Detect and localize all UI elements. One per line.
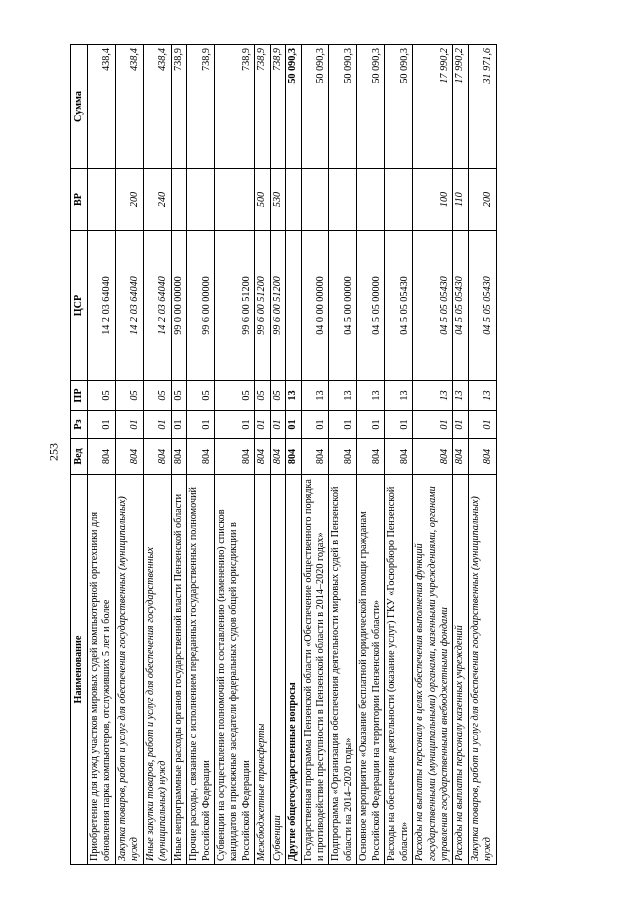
table-row <box>171 45 186 865</box>
cell-sum: 50 090,3 <box>301 45 329 169</box>
table-row <box>413 45 453 865</box>
cell-vr <box>385 169 413 231</box>
cell-rz: 01 <box>329 411 357 439</box>
cell-sum: 31 971,6 <box>468 45 496 169</box>
cell-csr: 14 2 03 64040 <box>143 231 171 381</box>
cell-sum: 438,4 <box>143 45 171 169</box>
cell-csr: 04 5 05 05430 <box>453 231 468 381</box>
cell-rz: 01 <box>115 411 143 439</box>
header-pr: ПР <box>71 381 88 411</box>
table-row <box>468 45 496 865</box>
table-row <box>301 45 329 865</box>
cell-vr <box>171 169 186 231</box>
cell-pr: 13 <box>286 381 301 411</box>
table-row <box>453 45 468 865</box>
table-row <box>115 45 143 865</box>
cell-ved: 804 <box>286 439 301 475</box>
cell-rz: 01 <box>270 411 285 439</box>
cell-name: Прочие расходы, связанные с исполнением переданных государственных полномочий Российской Федерации <box>187 475 215 865</box>
cell-ved: 804 <box>385 439 413 475</box>
cell-vr <box>301 169 329 231</box>
cell-ved: 804 <box>413 439 453 475</box>
cell-csr: 04 5 05 05430 <box>468 231 496 381</box>
cell-vr: 200 <box>115 169 143 231</box>
table-row <box>88 45 116 865</box>
cell-csr <box>286 231 301 381</box>
cell-rz: 01 <box>357 411 385 439</box>
header-name: Наименование <box>71 475 88 865</box>
cell-pr: 13 <box>385 381 413 411</box>
cell-pr: 05 <box>143 381 171 411</box>
cell-name: Иные непрограммные расходы органов государственной власти Пензенской области <box>171 475 186 865</box>
cell-csr: 99 6 00 51200 <box>270 231 285 381</box>
cell-csr: 14 2 03 64040 <box>115 231 143 381</box>
cell-pr: 05 <box>171 381 186 411</box>
cell-pr: 05 <box>270 381 285 411</box>
table-header-row <box>71 45 88 865</box>
cell-pr: 13 <box>468 381 496 411</box>
cell-name: Приобретение для нужд участков мировых судей компьютерной оргтехники для обновления парка компьютеров, отслуживших 5 лет и более <box>88 475 116 865</box>
table-row <box>187 45 215 865</box>
cell-ved: 804 <box>214 439 254 475</box>
cell-ved: 804 <box>329 439 357 475</box>
cell-name: Закупка товаров, работ и услуг для обеспечения государственных (муниципальных) нужд <box>115 475 143 865</box>
cell-pr: 05 <box>187 381 215 411</box>
cell-rz: 01 <box>143 411 171 439</box>
budget-table <box>70 44 497 865</box>
cell-rz: 01 <box>385 411 413 439</box>
cell-name: Межбюджетные трансферты <box>255 475 270 865</box>
cell-ved: 804 <box>357 439 385 475</box>
cell-ved: 804 <box>468 439 496 475</box>
cell-sum: 50 090,3 <box>329 45 357 169</box>
table-row <box>270 45 285 865</box>
cell-csr: 04 0 00 00000 <box>301 231 329 381</box>
table-body <box>88 45 497 865</box>
cell-sum: 738,9 <box>214 45 254 169</box>
cell-rz: 01 <box>413 411 453 439</box>
cell-csr: 04 5 05 05430 <box>413 231 453 381</box>
cell-rz: 01 <box>214 411 254 439</box>
cell-rz: 01 <box>301 411 329 439</box>
cell-name: Иные закупки товаров, работ и услуг для обеспечения государственных (муниципальных) нужд <box>143 475 171 865</box>
header-vr: ВР <box>71 169 88 231</box>
cell-pr: 13 <box>329 381 357 411</box>
cell-pr: 05 <box>214 381 254 411</box>
cell-name: Расходы на обеспечение деятельности (оказание услуг) ГКУ «Госюрбюро Пензенской области» <box>385 475 413 865</box>
table-row <box>329 45 357 865</box>
cell-rz: 01 <box>171 411 186 439</box>
cell-ved: 804 <box>301 439 329 475</box>
cell-ved: 804 <box>270 439 285 475</box>
cell-vr: 110 <box>453 169 468 231</box>
cell-sum: 438,4 <box>88 45 116 169</box>
cell-vr: 530 <box>270 169 285 231</box>
cell-vr <box>88 169 116 231</box>
cell-sum: 738,9 <box>270 45 285 169</box>
cell-ved: 804 <box>255 439 270 475</box>
cell-sum: 50 090,3 <box>385 45 413 169</box>
cell-vr: 200 <box>468 169 496 231</box>
cell-vr: 500 <box>255 169 270 231</box>
cell-sum: 17 990,2 <box>453 45 468 169</box>
cell-sum: 50 090,3 <box>286 45 301 169</box>
cell-csr: 04 5 05 05430 <box>385 231 413 381</box>
cell-name: Субвенции на осуществление полномочий по составлению (изменению) списков кандидатов в присяжные заседатели федеральных судов общей юрисдикции в Российской Федерации <box>214 475 254 865</box>
cell-name: Расходы на выплаты персоналу в целях обеспечения выполнения функций государственными (муниципальными) органами, казенными учреждениями, органами управления государственными внебюджетными фондами <box>413 475 453 865</box>
rotated-page-content <box>70 45 570 865</box>
cell-csr: 99 6 00 00000 <box>187 231 215 381</box>
cell-sum: 50 090,3 <box>357 45 385 169</box>
cell-csr: 14 2 03 64040 <box>88 231 116 381</box>
cell-pr: 13 <box>453 381 468 411</box>
cell-rz: 01 <box>255 411 270 439</box>
cell-sum: 17 990,2 <box>413 45 453 169</box>
cell-rz: 01 <box>187 411 215 439</box>
cell-csr: 99 6 00 51200 <box>255 231 270 381</box>
header-sum: Сумма <box>71 45 88 169</box>
cell-name: Государственная программа Пензенской области «Обеспечение общественного порядка и противодействие преступности в Пензенской области в 2014–2020 годах» <box>301 475 329 865</box>
page-number: 253 <box>46 443 61 461</box>
cell-ved: 804 <box>453 439 468 475</box>
table-row <box>143 45 171 865</box>
cell-sum: 738,9 <box>187 45 215 169</box>
cell-ved: 804 <box>88 439 116 475</box>
cell-sum: 738,9 <box>255 45 270 169</box>
cell-rz: 01 <box>286 411 301 439</box>
cell-vr <box>329 169 357 231</box>
header-rz: Рз <box>71 411 88 439</box>
cell-rz: 01 <box>88 411 116 439</box>
table-row <box>385 45 413 865</box>
cell-vr <box>187 169 215 231</box>
cell-ved: 804 <box>171 439 186 475</box>
cell-ved: 804 <box>143 439 171 475</box>
cell-vr <box>357 169 385 231</box>
table-row <box>255 45 270 865</box>
cell-pr: 05 <box>255 381 270 411</box>
cell-csr: 99 0 00 00000 <box>171 231 186 381</box>
cell-sum: 438,4 <box>115 45 143 169</box>
cell-rz: 01 <box>468 411 496 439</box>
cell-csr: 04 5 00 00000 <box>329 231 357 381</box>
cell-sum: 738,9 <box>171 45 186 169</box>
cell-name: Субвенции <box>270 475 285 865</box>
header-ved: Вед <box>71 439 88 475</box>
cell-csr: 99 6 00 51200 <box>214 231 254 381</box>
cell-vr <box>286 169 301 231</box>
table-row <box>214 45 254 865</box>
table-row <box>286 45 301 865</box>
cell-name: Основное мероприятие «Оказание бесплатной юридической помощи гражданам Российской Федерации на территории Пензенской области» <box>357 475 385 865</box>
cell-ved: 804 <box>187 439 215 475</box>
cell-vr <box>214 169 254 231</box>
cell-name: Расходы на выплаты персоналу казенных учреждений <box>453 475 468 865</box>
cell-pr: 13 <box>413 381 453 411</box>
cell-name: Другие общегосударственные вопросы <box>286 475 301 865</box>
cell-vr: 100 <box>413 169 453 231</box>
cell-csr: 04 5 05 00000 <box>357 231 385 381</box>
cell-pr: 05 <box>115 381 143 411</box>
cell-ved: 804 <box>115 439 143 475</box>
cell-vr: 240 <box>143 169 171 231</box>
cell-rz: 01 <box>453 411 468 439</box>
cell-pr: 13 <box>301 381 329 411</box>
table-row <box>357 45 385 865</box>
header-csr: ЦСР <box>71 231 88 381</box>
cell-name: Закупка товаров, работ и услуг для обеспечения государственных (муниципальных) нужд <box>468 475 496 865</box>
cell-pr: 05 <box>88 381 116 411</box>
cell-name: Подпрограмма «Организация обеспечения деятельности мировых судей в Пензенской области на 2014–2020 годы» <box>329 475 357 865</box>
cell-pr: 13 <box>357 381 385 411</box>
